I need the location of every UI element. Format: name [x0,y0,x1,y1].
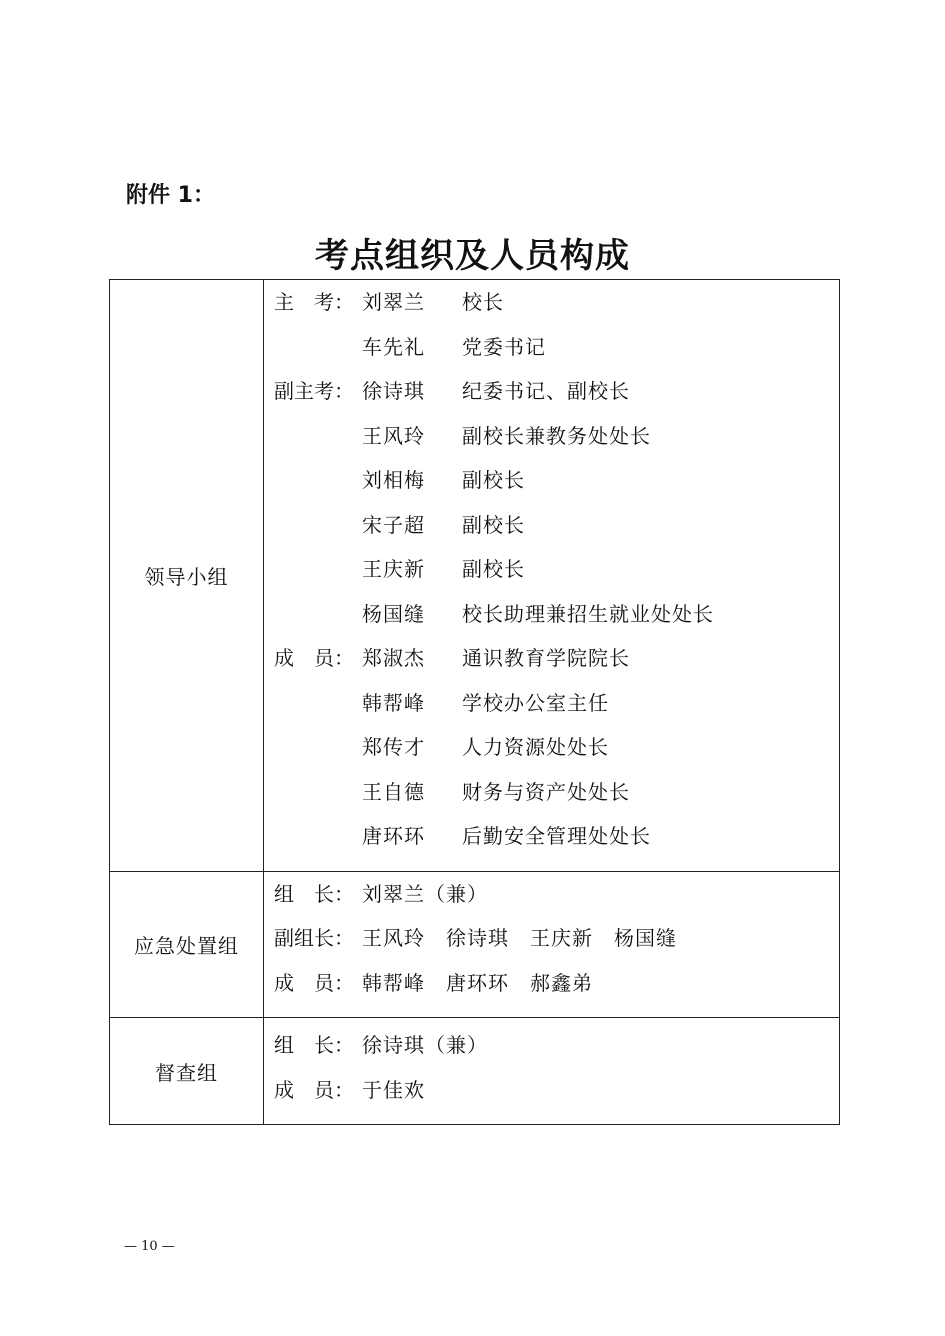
member-name: 王庆新 [362,557,425,581]
member-row [264,556,839,601]
member-list: 徐诗琪（兼） [362,1033,488,1057]
member-row [264,779,839,824]
role-label: 组 长： [274,881,354,906]
role-label: 副组长： [274,926,354,950]
member-post: 副校长 [462,468,525,492]
member-row [264,512,839,557]
organization-table [109,279,840,1125]
role-label: 成 员： [274,970,354,995]
member-post: 财务与资产处处长 [462,779,630,804]
member-row [264,289,839,334]
role-label: 副主考： [274,379,354,403]
member-post: 纪委书记、副校长 [462,379,630,403]
member-post: 党委书记 [462,334,546,359]
member-post: 副校长 [462,557,525,581]
member-name: 车先礼 [362,334,425,359]
member-row [264,1077,839,1122]
member-post: 学校办公室主任 [462,690,609,715]
member-row [264,378,839,423]
member-name: 郑传才 [362,735,425,759]
member-row [264,645,839,690]
member-row [264,334,839,379]
member-row [264,823,839,868]
member-name: 刘相梅 [362,468,425,492]
member-name: 宋子超 [362,512,425,537]
supervision-section [110,1018,840,1125]
member-row [264,734,839,779]
document-title: 考点组织及人员构成 [315,236,630,276]
member-row [264,925,839,970]
supervision-members [264,1018,840,1125]
member-row [264,1032,839,1077]
member-name: 韩帮峰 [362,690,425,715]
role-label: 组 长： [274,1033,354,1057]
page-number: — 10 — [124,1239,175,1254]
leadership-members [264,280,840,872]
member-name: 唐环环 [362,824,425,848]
member-name: 郑淑杰 [362,646,425,670]
member-list: 于佳欢 [362,1077,425,1102]
member-name: 刘翠兰 [362,290,425,314]
member-list: 韩帮峰 唐环环 郝鑫弟 [362,970,593,995]
emergency-section [110,871,840,1018]
member-name: 杨国缝 [362,601,425,626]
role-label: 成 员： [274,1077,354,1102]
member-row [264,970,839,1015]
member-post: 副校长兼教务处处长 [462,423,651,448]
group-name-leadership: 领导小组 [110,280,264,872]
emergency-members [264,871,840,1018]
member-post: 校长 [462,290,504,314]
member-name: 王风玲 [362,423,425,448]
member-post: 校长助理兼招生就业处处长 [462,601,714,626]
attachment-label: 附件 1： [126,183,215,208]
member-row [264,690,839,735]
member-post: 通识教育学院院长 [462,646,630,670]
member-list: 刘翠兰（兼） [362,881,488,906]
member-post: 人力资源处处长 [462,735,609,759]
leadership-section [110,280,840,872]
member-row [264,881,839,926]
member-row [264,423,839,468]
role-label: 主 考： [274,290,354,314]
member-name: 徐诗琪 [362,379,425,403]
member-name: 王自德 [362,779,425,804]
group-name-emergency: 应急处置组 [110,871,264,1018]
role-label: 成 员： [274,646,354,670]
member-post: 副校长 [462,512,525,537]
member-row [264,601,839,646]
group-name-supervision: 督查组 [110,1018,264,1125]
member-list: 王风玲 徐诗琪 王庆新 杨国缝 [362,926,677,950]
member-row [264,467,839,512]
member-post: 后勤安全管理处处长 [462,824,651,848]
